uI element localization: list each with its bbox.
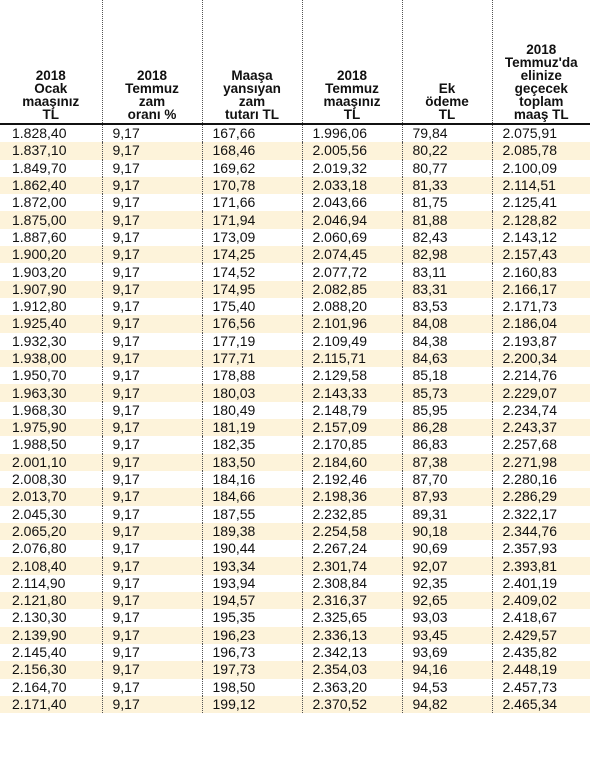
cell-extra-payment: 93,69	[402, 644, 492, 661]
cell-raise-rate: 9,17	[102, 194, 202, 211]
cell-total-salary: 2.125,41	[492, 194, 590, 211]
cell-january-salary: 2.139,90	[0, 627, 102, 644]
cell-total-salary: 2.234,74	[492, 402, 590, 419]
table-header	[0, 0, 590, 124]
cell-total-salary: 2.357,93	[492, 540, 590, 557]
cell-extra-payment: 85,18	[402, 367, 492, 384]
cell-extra-payment: 79,84	[402, 124, 492, 142]
header-raise-amount	[202, 0, 302, 124]
cell-raise-rate: 9,17	[102, 298, 202, 315]
cell-raise-rate: 9,17	[102, 246, 202, 263]
cell-raise-amount: 176,56	[202, 315, 302, 332]
cell-total-salary: 2.143,12	[492, 229, 590, 246]
cell-january-salary: 1.925,40	[0, 315, 102, 332]
cell-july-salary: 2.198,36	[302, 488, 402, 505]
table-row	[0, 609, 590, 626]
cell-january-salary: 1.963,30	[0, 384, 102, 401]
cell-total-salary: 2.160,83	[492, 263, 590, 280]
table-row	[0, 281, 590, 298]
cell-january-salary: 2.013,70	[0, 488, 102, 505]
cell-january-salary: 2.171,40	[0, 696, 102, 713]
cell-extra-payment: 93,45	[402, 627, 492, 644]
table-row	[0, 177, 590, 194]
cell-extra-payment: 92,35	[402, 575, 492, 592]
cell-january-salary: 2.065,20	[0, 523, 102, 540]
cell-raise-rate: 9,17	[102, 627, 202, 644]
cell-raise-amount: 196,23	[202, 627, 302, 644]
table-row	[0, 160, 590, 177]
cell-raise-amount: 167,66	[202, 124, 302, 142]
header-label: 2018 Temmuz zam oranı %	[125, 68, 179, 122]
cell-total-salary: 2.418,67	[492, 609, 590, 626]
table-row	[0, 696, 590, 713]
cell-july-salary: 2.046,94	[302, 211, 402, 228]
cell-july-salary: 2.370,52	[302, 696, 402, 713]
cell-july-salary: 2.336,13	[302, 627, 402, 644]
cell-july-salary: 2.254,58	[302, 523, 402, 540]
cell-extra-payment: 92,65	[402, 592, 492, 609]
table-row	[0, 436, 590, 453]
table-row	[0, 661, 590, 678]
cell-total-salary: 2.085,78	[492, 142, 590, 159]
table-row	[0, 506, 590, 523]
cell-extra-payment: 92,07	[402, 557, 492, 574]
cell-raise-rate: 9,17	[102, 177, 202, 194]
cell-july-salary: 2.325,65	[302, 609, 402, 626]
cell-july-salary: 2.316,37	[302, 592, 402, 609]
cell-total-salary: 2.229,07	[492, 384, 590, 401]
table-row	[0, 488, 590, 505]
cell-raise-amount: 180,03	[202, 384, 302, 401]
cell-raise-amount: 199,12	[202, 696, 302, 713]
cell-total-salary: 2.100,09	[492, 160, 590, 177]
cell-total-salary: 2.280,16	[492, 471, 590, 488]
cell-raise-rate: 9,17	[102, 540, 202, 557]
cell-raise-amount: 178,88	[202, 367, 302, 384]
cell-extra-payment: 90,69	[402, 540, 492, 557]
cell-july-salary: 2.308,84	[302, 575, 402, 592]
cell-extra-payment: 81,33	[402, 177, 492, 194]
table-row	[0, 402, 590, 419]
cell-raise-rate: 9,17	[102, 263, 202, 280]
table-row	[0, 142, 590, 159]
cell-july-salary: 2.088,20	[302, 298, 402, 315]
table-row	[0, 627, 590, 644]
cell-extra-payment: 89,31	[402, 506, 492, 523]
table-row	[0, 211, 590, 228]
cell-total-salary: 2.393,81	[492, 557, 590, 574]
cell-july-salary: 1.996,06	[302, 124, 402, 142]
cell-january-salary: 1.950,70	[0, 367, 102, 384]
cell-extra-payment: 82,43	[402, 229, 492, 246]
cell-raise-amount: 195,35	[202, 609, 302, 626]
table-row	[0, 350, 590, 367]
table-row	[0, 575, 590, 592]
table-row	[0, 384, 590, 401]
cell-raise-rate: 9,17	[102, 281, 202, 298]
cell-raise-amount: 171,94	[202, 211, 302, 228]
cell-january-salary: 1.912,80	[0, 298, 102, 315]
cell-total-salary: 2.457,73	[492, 679, 590, 696]
cell-extra-payment: 94,53	[402, 679, 492, 696]
cell-extra-payment: 84,08	[402, 315, 492, 332]
cell-july-salary: 2.074,45	[302, 246, 402, 263]
cell-extra-payment: 81,88	[402, 211, 492, 228]
cell-july-salary: 2.033,18	[302, 177, 402, 194]
cell-raise-rate: 9,17	[102, 661, 202, 678]
cell-raise-rate: 9,17	[102, 609, 202, 626]
cell-extra-payment: 94,82	[402, 696, 492, 713]
cell-january-salary: 1.903,20	[0, 263, 102, 280]
cell-total-salary: 2.286,29	[492, 488, 590, 505]
header-total-salary	[492, 0, 590, 124]
cell-july-salary: 2.019,32	[302, 160, 402, 177]
cell-january-salary: 1.988,50	[0, 436, 102, 453]
cell-extra-payment: 87,38	[402, 454, 492, 471]
cell-january-salary: 2.121,80	[0, 592, 102, 609]
cell-july-salary: 2.077,72	[302, 263, 402, 280]
cell-july-salary: 2.232,85	[302, 506, 402, 523]
cell-july-salary: 2.060,69	[302, 229, 402, 246]
cell-total-salary: 2.114,51	[492, 177, 590, 194]
cell-january-salary: 2.008,30	[0, 471, 102, 488]
cell-extra-payment: 86,28	[402, 419, 492, 436]
cell-total-salary: 2.075,91	[492, 124, 590, 142]
cell-january-salary: 1.887,60	[0, 229, 102, 246]
cell-raise-amount: 170,78	[202, 177, 302, 194]
cell-total-salary: 2.193,87	[492, 333, 590, 350]
cell-raise-amount: 169,62	[202, 160, 302, 177]
cell-january-salary: 1.875,00	[0, 211, 102, 228]
table-row	[0, 263, 590, 280]
cell-january-salary: 1.849,70	[0, 160, 102, 177]
cell-extra-payment: 87,93	[402, 488, 492, 505]
cell-january-salary: 1.975,90	[0, 419, 102, 436]
cell-raise-rate: 9,17	[102, 557, 202, 574]
cell-extra-payment: 85,73	[402, 384, 492, 401]
cell-total-salary: 2.243,37	[492, 419, 590, 436]
cell-total-salary: 2.465,34	[492, 696, 590, 713]
cell-january-salary: 2.164,70	[0, 679, 102, 696]
cell-july-salary: 2.082,85	[302, 281, 402, 298]
cell-january-salary: 1.862,40	[0, 177, 102, 194]
header-raise-rate	[102, 0, 202, 124]
cell-total-salary: 2.200,34	[492, 350, 590, 367]
table-row	[0, 471, 590, 488]
cell-extra-payment: 83,53	[402, 298, 492, 315]
cell-raise-amount: 193,34	[202, 557, 302, 574]
cell-july-salary: 2.148,79	[302, 402, 402, 419]
header-label: 2018 Temmuz'da elinize geçecek toplam maaş TL	[504, 42, 578, 122]
header-label: Ek ödeme TL	[425, 81, 469, 122]
cell-raise-rate: 9,17	[102, 124, 202, 142]
table-row	[0, 540, 590, 557]
cell-january-salary: 2.108,40	[0, 557, 102, 574]
cell-july-salary: 2.354,03	[302, 661, 402, 678]
cell-raise-rate: 9,17	[102, 679, 202, 696]
table-row	[0, 454, 590, 471]
cell-raise-rate: 9,17	[102, 488, 202, 505]
cell-total-salary: 2.401,19	[492, 575, 590, 592]
table-row	[0, 246, 590, 263]
cell-raise-amount: 184,66	[202, 488, 302, 505]
cell-extra-payment: 80,77	[402, 160, 492, 177]
cell-january-salary: 1.938,00	[0, 350, 102, 367]
cell-extra-payment: 82,98	[402, 246, 492, 263]
cell-july-salary: 2.363,20	[302, 679, 402, 696]
table-row	[0, 315, 590, 332]
header-label: Maaşa yansıyan zam tutarı TL	[223, 68, 281, 122]
cell-raise-rate: 9,17	[102, 575, 202, 592]
table-row	[0, 679, 590, 696]
cell-extra-payment: 93,03	[402, 609, 492, 626]
cell-total-salary: 2.157,43	[492, 246, 590, 263]
cell-extra-payment: 81,75	[402, 194, 492, 211]
cell-july-salary: 2.143,33	[302, 384, 402, 401]
table-row	[0, 333, 590, 350]
cell-january-salary: 1.907,90	[0, 281, 102, 298]
cell-extra-payment: 86,83	[402, 436, 492, 453]
cell-july-salary: 2.170,85	[302, 436, 402, 453]
cell-extra-payment: 84,38	[402, 333, 492, 350]
header-label: 2018 Ocak maaşınız TL	[22, 68, 80, 122]
cell-total-salary: 2.128,82	[492, 211, 590, 228]
cell-total-salary: 2.429,57	[492, 627, 590, 644]
cell-raise-amount: 193,94	[202, 575, 302, 592]
cell-raise-amount: 189,38	[202, 523, 302, 540]
table-row	[0, 592, 590, 609]
table-row	[0, 194, 590, 211]
cell-raise-amount: 175,40	[202, 298, 302, 315]
cell-january-salary: 2.130,30	[0, 609, 102, 626]
header-extra-payment	[402, 0, 492, 124]
cell-raise-rate: 9,17	[102, 523, 202, 540]
cell-raise-amount: 197,73	[202, 661, 302, 678]
cell-july-salary: 2.115,71	[302, 350, 402, 367]
cell-total-salary: 2.322,17	[492, 506, 590, 523]
cell-january-salary: 2.156,30	[0, 661, 102, 678]
cell-july-salary: 2.184,60	[302, 454, 402, 471]
table-row	[0, 644, 590, 661]
cell-raise-amount: 182,35	[202, 436, 302, 453]
cell-july-salary: 2.101,96	[302, 315, 402, 332]
cell-total-salary: 2.271,98	[492, 454, 590, 471]
cell-extra-payment: 87,70	[402, 471, 492, 488]
cell-raise-amount: 181,19	[202, 419, 302, 436]
cell-raise-rate: 9,17	[102, 506, 202, 523]
cell-july-salary: 2.157,09	[302, 419, 402, 436]
cell-total-salary: 2.257,68	[492, 436, 590, 453]
table-row	[0, 229, 590, 246]
cell-raise-amount: 187,55	[202, 506, 302, 523]
header-july-salary	[302, 0, 402, 124]
cell-raise-rate: 9,17	[102, 436, 202, 453]
cell-raise-rate: 9,17	[102, 211, 202, 228]
cell-extra-payment: 94,16	[402, 661, 492, 678]
cell-extra-payment: 84,63	[402, 350, 492, 367]
cell-july-salary: 2.005,56	[302, 142, 402, 159]
cell-raise-rate: 9,17	[102, 367, 202, 384]
table-row	[0, 557, 590, 574]
cell-raise-rate: 9,17	[102, 696, 202, 713]
cell-july-salary: 2.109,49	[302, 333, 402, 350]
table-body	[0, 124, 590, 713]
cell-raise-rate: 9,17	[102, 160, 202, 177]
cell-raise-amount: 174,52	[202, 263, 302, 280]
cell-january-salary: 1.828,40	[0, 124, 102, 142]
cell-raise-rate: 9,17	[102, 384, 202, 401]
cell-raise-rate: 9,17	[102, 592, 202, 609]
cell-total-salary: 2.409,02	[492, 592, 590, 609]
cell-raise-rate: 9,17	[102, 644, 202, 661]
cell-extra-payment: 90,18	[402, 523, 492, 540]
table-row	[0, 523, 590, 540]
cell-july-salary: 2.267,24	[302, 540, 402, 557]
cell-july-salary: 2.043,66	[302, 194, 402, 211]
cell-july-salary: 2.301,74	[302, 557, 402, 574]
header-january-salary	[0, 0, 102, 124]
cell-raise-amount: 168,46	[202, 142, 302, 159]
cell-july-salary: 2.192,46	[302, 471, 402, 488]
cell-total-salary: 2.448,19	[492, 661, 590, 678]
table-row	[0, 419, 590, 436]
cell-raise-rate: 9,17	[102, 350, 202, 367]
header-label: 2018 Temmuz maaşınız TL	[323, 68, 381, 122]
cell-raise-amount: 177,19	[202, 333, 302, 350]
cell-raise-rate: 9,17	[102, 315, 202, 332]
cell-raise-amount: 194,57	[202, 592, 302, 609]
cell-total-salary: 2.435,82	[492, 644, 590, 661]
cell-raise-amount: 180,49	[202, 402, 302, 419]
cell-extra-payment: 83,31	[402, 281, 492, 298]
cell-raise-rate: 9,17	[102, 142, 202, 159]
cell-total-salary: 2.214,76	[492, 367, 590, 384]
cell-raise-rate: 9,17	[102, 454, 202, 471]
cell-raise-rate: 9,17	[102, 419, 202, 436]
cell-total-salary: 2.166,17	[492, 281, 590, 298]
cell-raise-amount: 174,25	[202, 246, 302, 263]
cell-january-salary: 2.001,10	[0, 454, 102, 471]
table-row	[0, 124, 590, 142]
cell-raise-amount: 190,44	[202, 540, 302, 557]
cell-total-salary: 2.186,04	[492, 315, 590, 332]
cell-january-salary: 1.932,30	[0, 333, 102, 350]
cell-july-salary: 2.342,13	[302, 644, 402, 661]
cell-extra-payment: 83,11	[402, 263, 492, 280]
cell-raise-amount: 198,50	[202, 679, 302, 696]
table-row	[0, 367, 590, 384]
cell-raise-rate: 9,17	[102, 402, 202, 419]
cell-extra-payment: 85,95	[402, 402, 492, 419]
cell-january-salary: 2.076,80	[0, 540, 102, 557]
cell-raise-rate: 9,17	[102, 471, 202, 488]
table-row	[0, 298, 590, 315]
cell-january-salary: 1.872,00	[0, 194, 102, 211]
cell-extra-payment: 80,22	[402, 142, 492, 159]
cell-january-salary: 1.900,20	[0, 246, 102, 263]
cell-raise-amount: 173,09	[202, 229, 302, 246]
cell-january-salary: 2.114,90	[0, 575, 102, 592]
cell-raise-amount: 174,95	[202, 281, 302, 298]
cell-total-salary: 2.344,76	[492, 523, 590, 540]
cell-raise-rate: 9,17	[102, 229, 202, 246]
cell-total-salary: 2.171,73	[492, 298, 590, 315]
cell-raise-amount: 171,66	[202, 194, 302, 211]
cell-raise-amount: 183,50	[202, 454, 302, 471]
cell-january-salary: 1.837,10	[0, 142, 102, 159]
cell-raise-rate: 9,17	[102, 333, 202, 350]
cell-raise-amount: 196,73	[202, 644, 302, 661]
cell-january-salary: 1.968,30	[0, 402, 102, 419]
cell-january-salary: 2.045,30	[0, 506, 102, 523]
header-row	[0, 0, 590, 124]
cell-raise-amount: 177,71	[202, 350, 302, 367]
cell-july-salary: 2.129,58	[302, 367, 402, 384]
cell-raise-amount: 184,16	[202, 471, 302, 488]
cell-january-salary: 2.145,40	[0, 644, 102, 661]
